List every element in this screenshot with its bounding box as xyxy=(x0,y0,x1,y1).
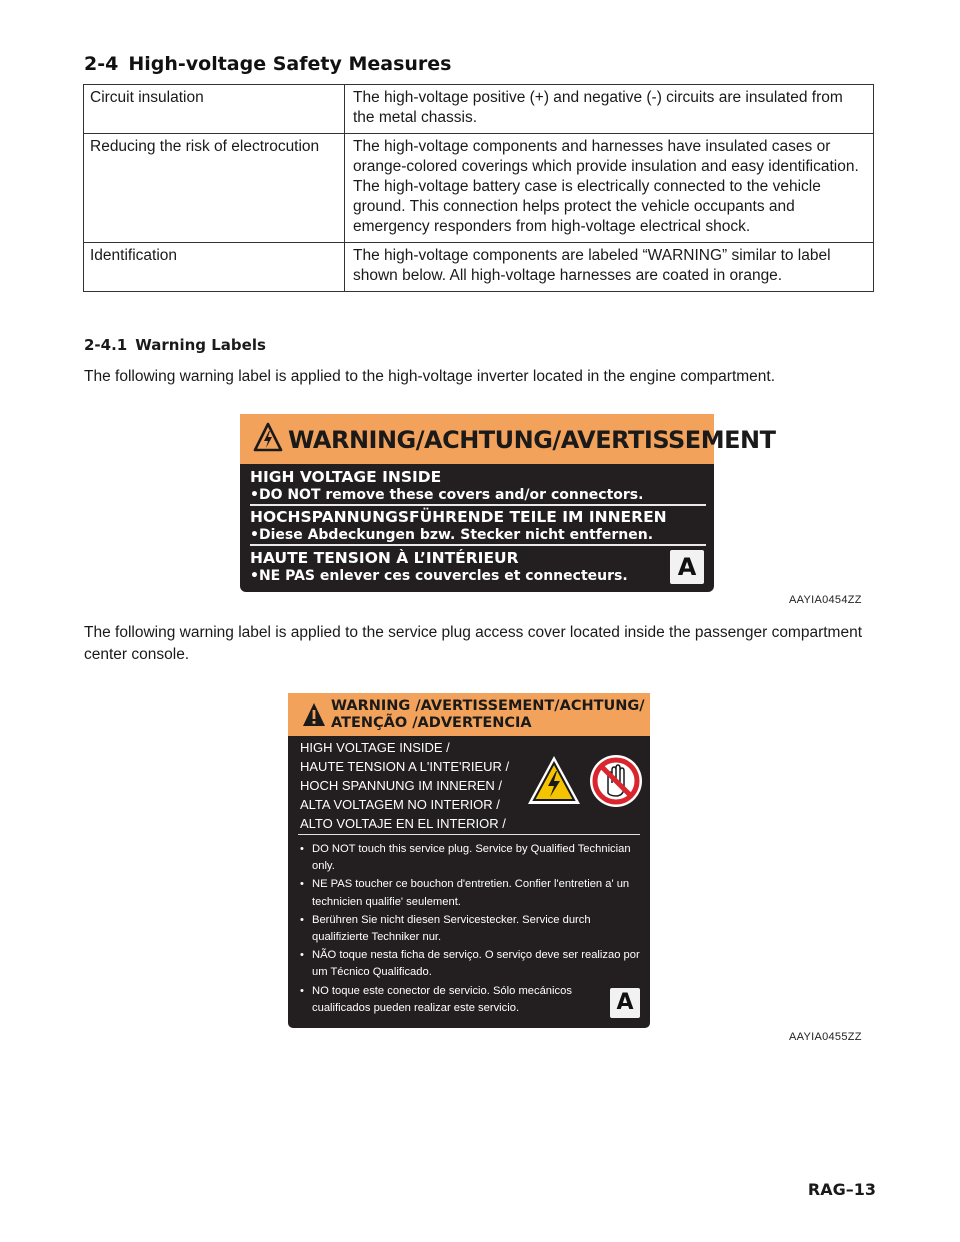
list-item-text: Berühren Sie nicht diesen Servicestecker. Service durch qualifizierte Techniker nur. xyxy=(312,913,591,944)
label-line: HAUTE TENSION A L'INTE'RIEUR / xyxy=(300,759,510,774)
label-title-band xyxy=(240,414,776,464)
label-line: ALTO VOLTAJE EN EL INTERIOR / xyxy=(300,816,506,831)
page-number: RAG–13 xyxy=(807,1180,876,1199)
bullet: • xyxy=(300,878,304,891)
table-value xyxy=(345,134,874,243)
table-value-text: The high-voltage positive (+) and negative (-) circuits are insulated from the metal chassis. xyxy=(353,89,843,126)
label-block xyxy=(250,549,628,585)
figure-caption: AAYIA0454ZZ xyxy=(789,594,862,606)
list-item-text: NO toque este conector de servicio. Sólo mecánicos cualificados pueden realizar este servicio. xyxy=(312,984,572,1014)
table-value-text: The high-voltage battery case is electrically connected to the vehicle ground. This connection helps protect the vehicle occupants and emergency responders from high-voltage electrical shock. xyxy=(353,178,821,235)
label-line: HIGH VOLTAGE INSIDE / xyxy=(300,740,450,755)
list-item xyxy=(300,983,612,1017)
bullet: • xyxy=(300,913,304,926)
label-marker-a: A xyxy=(670,550,704,584)
label-line: HOCH SPANNUNG IM INNEREN / xyxy=(300,778,502,793)
label-block-body: •DO NOT remove these covers and/or connectors. xyxy=(250,487,644,503)
bullet: • xyxy=(300,984,304,997)
paragraph-service-plug-label: The following warning label is applied to the service plug access cover located inside the passenger compartment center console. xyxy=(84,624,863,663)
inverter-warning-label xyxy=(240,414,776,592)
do-not-touch-icon xyxy=(588,753,644,809)
table-value xyxy=(345,85,874,134)
label-title: WARNING/ACHTUNG/AVERTISSEMENT xyxy=(288,426,776,454)
list-item xyxy=(300,876,646,910)
hazard-triangle-icon xyxy=(254,422,282,452)
section-title-text: High-voltage Safety Measures xyxy=(128,53,452,75)
figure-caption: AAYIA0455ZZ xyxy=(789,1031,862,1043)
label-title-line: ATENÇÃO /ADVERTENCIA xyxy=(331,715,532,731)
list-item-text: NÃO toque nesta ficha de serviço. O serviço deve ser realizao por um Técnico Qualificado. xyxy=(312,949,640,979)
bullet: • xyxy=(300,949,304,962)
label-high-voltage-lines xyxy=(300,738,509,833)
section-number: 2-4 xyxy=(84,53,119,75)
electric-shock-hazard-icon xyxy=(526,753,582,809)
label-block-body: •NE PAS enlever ces couvercles et connecteurs. xyxy=(250,568,628,584)
label-block-body: •Diese Abdeckungen bzw. Stecker nicht entfernen. xyxy=(250,527,654,543)
label-block xyxy=(250,508,667,544)
safety-measures-table xyxy=(83,84,874,292)
table-key: Reducing the risk of electrocution xyxy=(84,134,345,243)
table-row xyxy=(84,134,874,243)
list-item xyxy=(300,841,646,875)
list-item xyxy=(300,947,646,981)
table-value-text: The high-voltage components and harnesses have insulated cases or orange-colored coverings which provide insulation and easy identification. xyxy=(353,138,859,175)
divider xyxy=(250,504,706,506)
list-item xyxy=(300,912,646,946)
subsection-number: 2-4.1 xyxy=(84,336,128,354)
section-title xyxy=(84,53,451,75)
subsection-title-text: Warning Labels xyxy=(135,336,266,354)
label-title-band xyxy=(288,693,650,736)
label-block-heading: HAUTE TENSION À L’INTÉRIEUR xyxy=(250,549,519,567)
paragraph-inverter-label: The following warning label is applied to the high-voltage inverter located in the engine compartment. xyxy=(84,368,776,385)
label-title-line: WARNING /AVERTISSEMENT/ACHTUNG/ xyxy=(331,698,645,714)
label-instructions-list xyxy=(300,841,646,1018)
label-line: ALTA VOLTAGEM NO INTERIOR / xyxy=(300,797,500,812)
table-value-text: The high-voltage components are labeled “WARNING” similar to label shown below. All high-voltage harnesses are coated in orange. xyxy=(353,247,831,284)
table-key: Circuit insulation xyxy=(84,85,345,134)
table-key: Identification xyxy=(84,243,345,292)
list-item-text: DO NOT touch this service plug. Service by Qualified Technician only. xyxy=(312,843,631,873)
subsection-title xyxy=(84,336,266,354)
label-block-heading: HOCHSPANNUNGSFÜHRENDE TEILE IM INNEREN xyxy=(250,508,667,526)
list-item-text: NE PAS toucher ce bouchon d'entretien. Confier l'entretien a' un technicien qualifie' seulement. xyxy=(312,878,630,908)
hazard-triangle-icon xyxy=(302,702,326,728)
service-plug-warning-label xyxy=(288,693,650,1028)
label-marker-a: A xyxy=(610,988,640,1018)
bullet: • xyxy=(300,843,304,855)
label-block-heading: HIGH VOLTAGE INSIDE xyxy=(250,468,442,486)
label-block xyxy=(250,468,643,504)
table-row xyxy=(84,85,874,134)
divider xyxy=(250,544,706,546)
table-value xyxy=(345,243,874,292)
table-row xyxy=(84,243,874,292)
divider xyxy=(298,834,640,835)
